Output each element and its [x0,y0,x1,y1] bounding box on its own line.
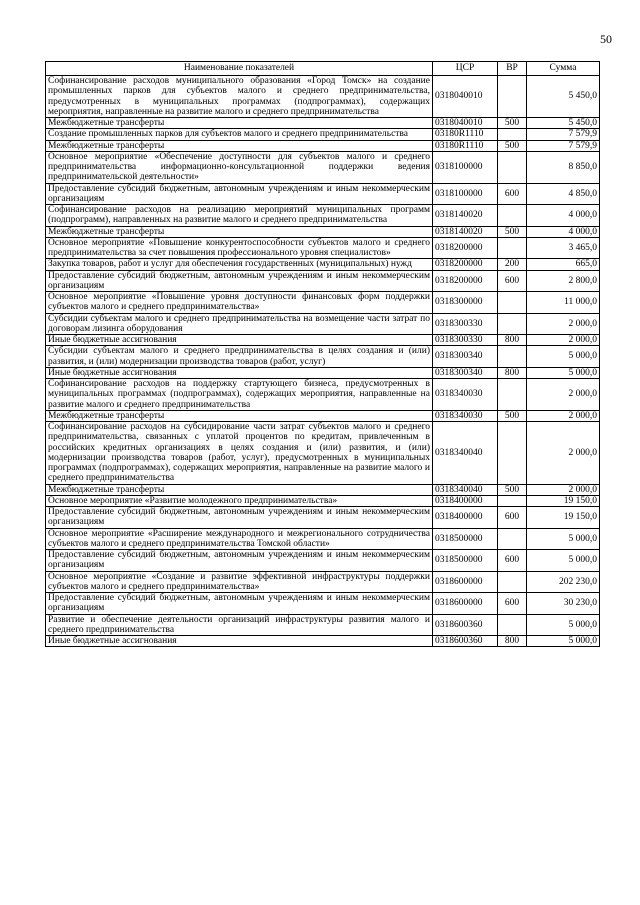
cell-sum: 4 000,0 [527,205,600,227]
table-row [46,379,600,411]
cell-name: Основное мероприятие «Расширение международного и межрегионального сотрудничества субъектов малого и среднего предпринимательства Томской области» [46,528,433,550]
page-number: 50 [600,32,612,46]
cell-vr [498,379,527,411]
cell-vr: 600 [498,183,527,205]
cell-name: Софинансирование расходов на субсидирование части затрат субъектов малого и среднего предпринимательства, связанных с уплатой процентов по кредитам, привлеченным в российских кредитных организациях в целях создания и (или) развития, и (или) модернизации производства товаров (работ, услуг), предусмотренных в муниципальных программах (подпрограммах), содержащих мероприятия, направленные на развитие малого и среднего предпринимательства [46,422,433,485]
cell-name: Основное мероприятие «Обеспечение доступности для субъектов малого и среднего предпринимательства информационно-консультационной поддержки ведения предпринимательской деятельности» [46,151,433,183]
cell-name: Предоставление субсидий бюджетным, автономным учреждениям и иным некоммерческим организациям [46,270,433,292]
table-row [46,140,600,151]
cell-name: Создание промышленных парков для субъектов малого и среднего предпринимательства [46,129,433,140]
table-row [46,507,600,529]
table-row [46,129,600,140]
cell-vr: 500 [498,118,527,129]
cell-sum: 202 230,0 [527,571,600,593]
cell-vr: 600 [498,593,527,615]
table-row [46,614,600,636]
cell-name: Основное мероприятие «Повышение конкурентоспособности субъектов малого и среднего предпринимательства за счет повышения профессионального уровня специалистов» [46,237,433,259]
cell-sum: 2 000,0 [527,484,600,495]
table-row [46,237,600,259]
cell-csr: 0318140020 [433,205,498,227]
cell-sum: 2 800,0 [527,270,600,292]
cell-name: Межбюджетные трансферты [46,226,433,237]
table-row [46,76,600,118]
table-row [46,550,600,572]
cell-vr [498,571,527,593]
table-row [46,484,600,495]
cell-sum: 2 000,0 [527,313,600,335]
cell-csr: 0318400000 [433,495,498,506]
cell-csr: 0318200000 [433,270,498,292]
cell-vr [498,614,527,636]
cell-vr: 800 [498,367,527,378]
table-row [46,292,600,314]
cell-csr: 0318100000 [433,151,498,183]
cell-csr: 0318140020 [433,226,498,237]
cell-csr: 0318340040 [433,484,498,495]
cell-csr: 0318200000 [433,259,498,270]
cell-name: Основное мероприятие «Повышение уровня доступности финансовых форм поддержки субъектов малого и среднего предпринимательства» [46,292,433,314]
cell-name: Предоставление субсидий бюджетным, автономным учреждениям и иным некоммерческим организациям [46,183,433,205]
cell-sum: 19 150,0 [527,495,600,506]
cell-vr [498,129,527,140]
cell-vr: 500 [498,410,527,421]
table-row [46,346,600,368]
cell-vr: 200 [498,259,527,270]
cell-csr: 0318100000 [433,183,498,205]
cell-vr: 800 [498,636,527,647]
cell-vr: 600 [498,507,527,529]
table-row [46,636,600,647]
table-row [46,226,600,237]
cell-vr: 600 [498,550,527,572]
table-row [46,335,600,346]
cell-name: Субсидии субъектам малого и среднего предпринимательства в целях создания и (или) развития, и (или) модернизации производства товаров (работ, услуг) [46,346,433,368]
cell-vr [498,237,527,259]
cell-name: Предоставление субсидий бюджетным, автономным учреждениям и иным некоммерческим организациям [46,507,433,529]
cell-name: Основное мероприятие «Создание и развитие эффективной инфраструктуры поддержки субъектов малого и среднего предпринимательства» [46,571,433,593]
cell-name: Межбюджетные трансферты [46,118,433,129]
cell-name: Основное мероприятие «Развитие молодежного предпринимательства» [46,495,433,506]
cell-sum: 5 000,0 [527,550,600,572]
cell-sum: 3 465,0 [527,237,600,259]
cell-sum: 30 230,0 [527,593,600,615]
cell-sum: 2 000,0 [527,422,600,485]
cell-sum: 2 000,0 [527,335,600,346]
cell-sum: 2 000,0 [527,379,600,411]
cell-vr [498,495,527,506]
cell-sum: 5 000,0 [527,528,600,550]
table-row [46,313,600,335]
header-sum: Сумма [527,62,600,76]
header-name: Наименование показателей [46,62,433,76]
cell-csr: 0318500000 [433,528,498,550]
cell-sum: 2 000,0 [527,410,600,421]
cell-csr: 0318300340 [433,346,498,368]
cell-sum: 7 579,9 [527,129,600,140]
cell-sum: 665,0 [527,259,600,270]
table-row [46,528,600,550]
cell-name: Иные бюджетные ассигнования [46,636,433,647]
cell-vr [498,292,527,314]
cell-vr: 500 [498,226,527,237]
cell-vr [498,346,527,368]
cell-sum: 7 579,9 [527,140,600,151]
cell-csr: 0318040010 [433,118,498,129]
cell-vr: 800 [498,335,527,346]
cell-sum: 4 000,0 [527,226,600,237]
cell-vr [498,205,527,227]
cell-csr: 0318600000 [433,571,498,593]
cell-name: Закупка товаров, работ и услуг для обеспечения государственных (муниципальных) нужд [46,259,433,270]
cell-vr [498,313,527,335]
cell-name: Развитие и обеспечение деятельности организаций инфраструктуры развития малого и среднего предпринимательства [46,614,433,636]
cell-name: Софинансирование расходов на поддержку стартующего бизнеса, предусмотренных в муниципальных программах (подпрограммах), содержащих мероприятия, направленные на развитие малого и среднего предпринимательства [46,379,433,411]
cell-csr: 0318600360 [433,614,498,636]
cell-name: Межбюджетные трансферты [46,410,433,421]
cell-sum: 11 000,0 [527,292,600,314]
cell-sum: 4 850,0 [527,183,600,205]
table-row [46,270,600,292]
table-body [46,76,600,647]
table-row [46,183,600,205]
cell-csr: 03180R1110 [433,129,498,140]
budget-table [45,61,600,647]
cell-name: Межбюджетные трансферты [46,140,433,151]
cell-csr: 0318600360 [433,636,498,647]
table-row [46,495,600,506]
table-row [46,151,600,183]
table-row [46,205,600,227]
cell-csr: 0318500000 [433,550,498,572]
cell-sum: 5 000,0 [527,346,600,368]
cell-csr: 0318040010 [433,76,498,118]
cell-name: Предоставление субсидий бюджетным, автономным учреждениям и иным некоммерческим организациям [46,593,433,615]
table-row [46,422,600,485]
cell-sum: 5 450,0 [527,118,600,129]
cell-sum: 5 450,0 [527,76,600,118]
cell-name: Софинансирование расходов на реализацию мероприятий муниципальных программ (подпрограмм), направленных на развитие малого и среднего предпринимательства [46,205,433,227]
cell-csr: 0318340030 [433,410,498,421]
cell-vr: 500 [498,484,527,495]
cell-csr: 0318200000 [433,237,498,259]
cell-csr: 0318300330 [433,335,498,346]
cell-name: Предоставление субсидий бюджетным, автономным учреждениям и иным некоммерческим организациям [46,550,433,572]
table-header-row [46,62,600,76]
cell-sum: 5 000,0 [527,636,600,647]
cell-csr: 0318340040 [433,422,498,485]
table-row [46,410,600,421]
cell-csr: 0318300330 [433,313,498,335]
cell-vr: 500 [498,140,527,151]
table-row [46,593,600,615]
table-row [46,571,600,593]
cell-sum: 19 150,0 [527,507,600,529]
cell-name: Иные бюджетные ассигнования [46,335,433,346]
table-row [46,259,600,270]
cell-vr [498,422,527,485]
cell-vr [498,151,527,183]
cell-vr [498,528,527,550]
cell-name: Софинансирование расходов муниципального образования «Город Томск» на создание промышленных парков для субъектов малого и среднего предпринимательства, предусмотренных в муниципальных программах (подпрограммах), содержащих мероприятия, направленные на развитие малого и среднего предпринимательства [46,76,433,118]
cell-csr: 0318340030 [433,379,498,411]
cell-name: Межбюджетные трансферты [46,484,433,495]
cell-sum: 5 000,0 [527,367,600,378]
cell-csr: 03180R1110 [433,140,498,151]
table-row [46,118,600,129]
cell-sum: 5 000,0 [527,614,600,636]
cell-csr: 0318400000 [433,507,498,529]
header-csr: ЦСР [433,62,498,76]
cell-csr: 0318300340 [433,367,498,378]
cell-vr: 600 [498,270,527,292]
cell-csr: 0318300000 [433,292,498,314]
cell-name: Субсидии субъектам малого и среднего предпринимательства на возмещение части затрат по договорам лизинга оборудования [46,313,433,335]
cell-vr [498,76,527,118]
header-vr: ВР [498,62,527,76]
table-row [46,367,600,378]
cell-name: Иные бюджетные ассигнования [46,367,433,378]
cell-csr: 0318600000 [433,593,498,615]
cell-sum: 8 850,0 [527,151,600,183]
